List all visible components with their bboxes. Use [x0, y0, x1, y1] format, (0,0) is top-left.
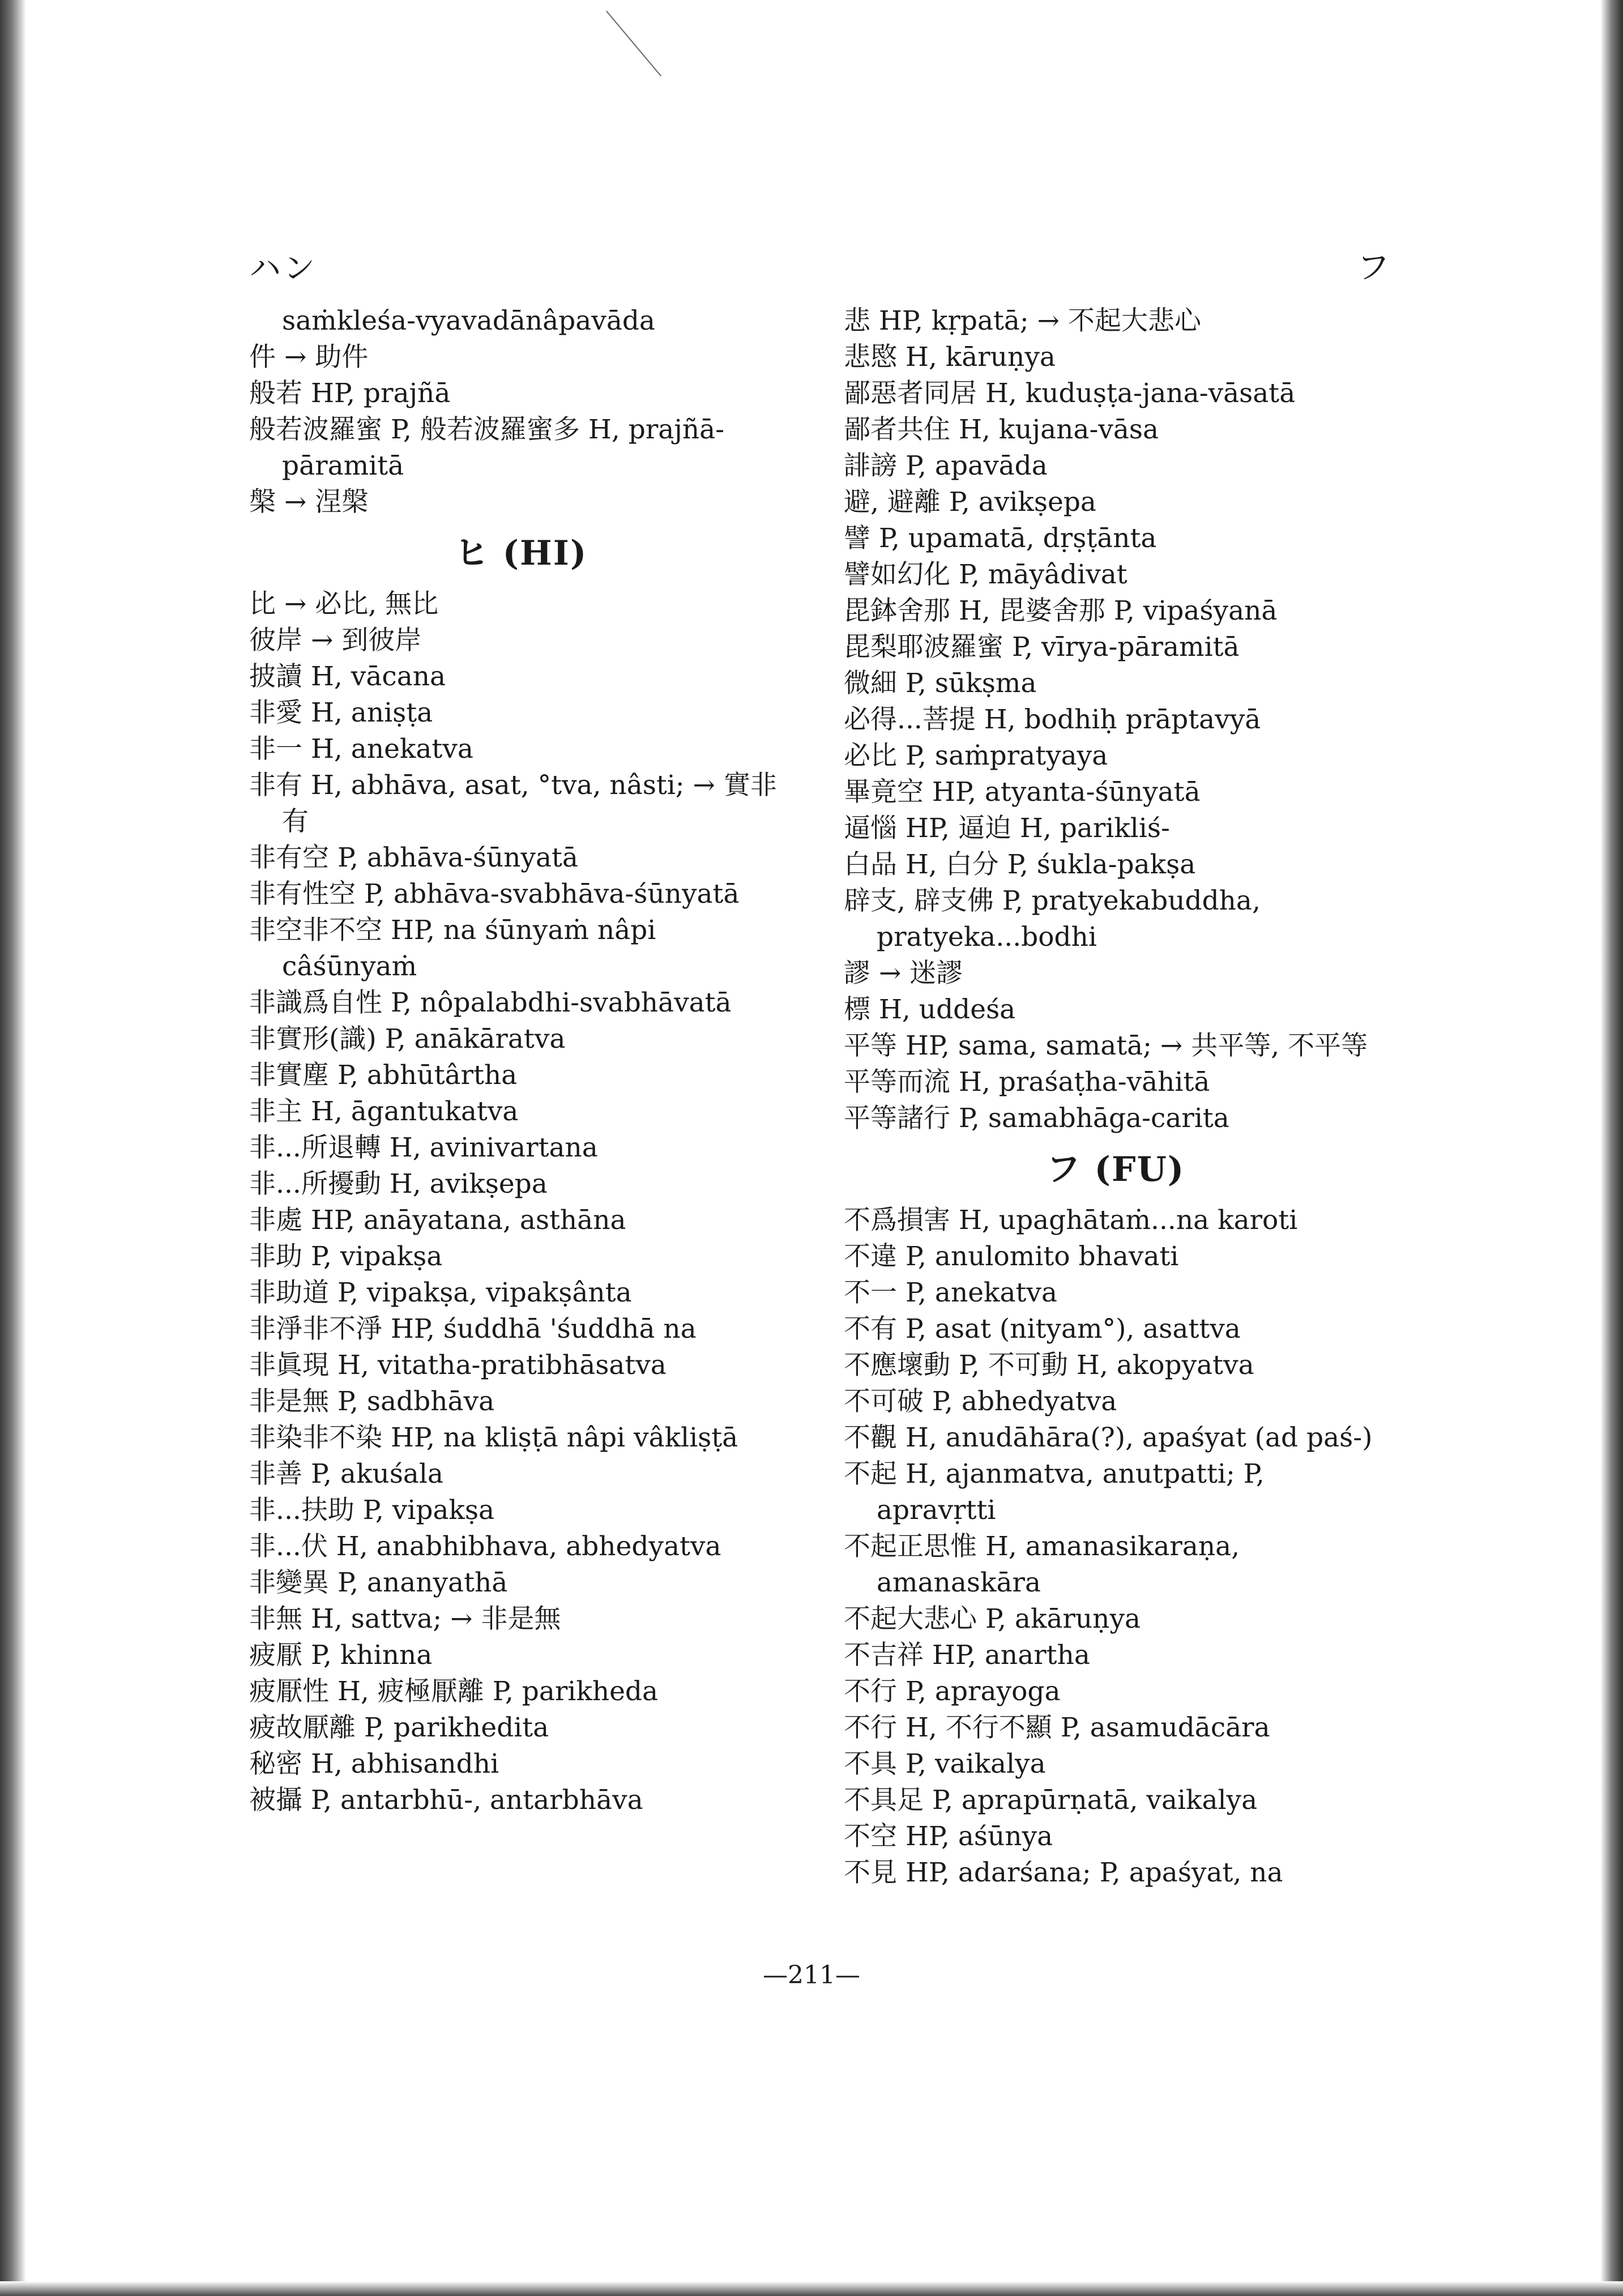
dictionary-entry: 平等 HP, sama, samatā; → 共平等, 不平等: [844, 1030, 1368, 1061]
dictionary-entry: 白品 H, 白分 P, śukla-pakṣa: [844, 849, 1196, 880]
dictionary-entry: 非實形(識) P, anākāratva: [249, 1023, 566, 1055]
dictionary-entry: 非有空 P, abhāva-śūnyatā: [249, 842, 578, 873]
dictionary-entry: 非處 HP, anāyatana, asthāna: [249, 1205, 626, 1236]
dictionary-entry: saṁkleśa-vyavadānâpavāda: [282, 305, 655, 336]
dictionary-entry: 不爲損害 H, upaghātaṁ...na karoti: [844, 1205, 1298, 1236]
dictionary-entry: 悲 HP, kṛpatā; → 不起大悲心: [844, 305, 1201, 336]
dictionary-entry: 非助道 P, vipakṣa, vipakṣânta: [249, 1277, 632, 1308]
dictionary-entry: 槃 → 涅槃: [249, 486, 369, 518]
dictionary-entry: 不行 P, aprayoga: [844, 1676, 1061, 1707]
dictionary-entry: 比 → 必比, 無比: [249, 588, 439, 620]
dictionary-entry: 不違 P, anulomito bhavati: [844, 1241, 1179, 1272]
dictionary-entry: 件 → 助件: [249, 342, 369, 373]
dictionary-entry: 非眞現 H, vitatha-pratibhāsatva: [249, 1350, 667, 1381]
dictionary-entry: 毘鉢舍那 H, 毘婆舍那 P, vipaśyanā: [844, 595, 1278, 626]
dictionary-entry: 逼惱 HP, 逼迫 H, parikliś-: [844, 813, 1170, 844]
dictionary-entry: 不觀 H, anudāhāra(?), apaśyat (ad paś-): [844, 1422, 1373, 1453]
dictionary-entry: 非是無 P, sadbhāva: [249, 1386, 495, 1417]
dictionary-entry: 悲愍 H, kāruṇya: [844, 342, 1056, 373]
dictionary-entry: 平等諸行 P, samabhāga-carita: [844, 1103, 1229, 1134]
dictionary-entry: 標 H, uddeśa: [844, 994, 1016, 1025]
page-number: —211—: [763, 1961, 860, 1990]
dictionary-entry: 疲故厭離 P, parikhedita: [249, 1712, 549, 1743]
dictionary-entry: 不行 H, 不行不顯 P, asamudācāra: [844, 1712, 1270, 1743]
dictionary-entry: 非...伏 H, anabhibhava, abhedyatva: [249, 1531, 721, 1562]
dictionary-entry: 疲厭性 H, 疲極厭離 P, parikheda: [249, 1676, 659, 1707]
dictionary-entry: 不有 P, asat (nityam°), asattva: [844, 1313, 1241, 1345]
dictionary-entry: 不可破 P, abhedyatva: [844, 1386, 1117, 1417]
dictionary-entry: 非識爲自性 P, nôpalabdhi-svabhāvatā: [249, 987, 732, 1018]
dictionary-entry: 般若波羅蜜 P, 般若波羅蜜多 H, prajñā-pāramitā: [249, 414, 725, 481]
dictionary-entry: 毘梨耶波羅蜜 P, vīrya-pāramitā: [844, 631, 1240, 663]
dictionary-entry: 不具 P, vaikalya: [844, 1748, 1046, 1779]
dictionary-entry: 非染非不染 HP, na kliṣṭā nâpi vâkliṣṭā: [249, 1422, 738, 1453]
scan-edge-left: [0, 0, 26, 2296]
left-column: [249, 303, 793, 1819]
dictionary-entry: 必比 P, saṁpratyaya: [844, 740, 1108, 771]
dictionary-entry: 披讀 H, vācana: [249, 661, 446, 692]
section-heading: フ (FU): [1046, 1150, 1185, 1189]
dictionary-entry: 不一 P, anekatva: [844, 1277, 1057, 1308]
dictionary-entry: 必得...菩提 H, bodhiḥ prāptavyā: [844, 704, 1261, 735]
dictionary-entry: 非...所擾動 H, avikṣepa: [249, 1168, 548, 1200]
dictionary-entry: 避, 避離 P, avikṣepa: [844, 486, 1096, 518]
dictionary-entry: 譬如幻化 P, māyâdivat: [844, 559, 1127, 590]
dictionary-entry: 平等而流 H, praśaṭha-vāhitā: [844, 1066, 1210, 1098]
dictionary-entry: 疲厭 P, khinna: [249, 1640, 433, 1671]
dictionary-entry: 不具足 P, aprapūrṇatā, vaikalya: [844, 1785, 1258, 1816]
scan-edge-bottom: [0, 2281, 1623, 2296]
running-header-right: フ: [1357, 248, 1390, 287]
dictionary-entry: 不起正思惟 H, amanasikaraṇa, amanaskāra: [844, 1531, 1240, 1598]
dictionary-entry: 非淨非不淨 HP, śuddhā 'śuddhā na: [249, 1313, 697, 1345]
dictionary-entry: 譬 P, upamatā, dṛṣṭānta: [844, 523, 1157, 554]
right-column: [844, 303, 1387, 1891]
dictionary-entry: 非無 H, sattva; → 非是無: [249, 1603, 561, 1634]
dictionary-entry: 非...扶助 P, vipakṣa: [249, 1495, 495, 1526]
dictionary-entry: 不起 H, ajanmatva, anutpatti; P, apravṛtti: [844, 1458, 1265, 1526]
dictionary-entry: 非有性空 P, abhāva-svabhāva-śūnyatā: [249, 878, 740, 910]
dictionary-entry: 非有 H, abhāva, asat, °tva, nâsti; → 實非有: [249, 770, 777, 837]
dictionary-entry: 非變異 P, ananyathā: [249, 1567, 508, 1598]
section-heading: ヒ (HI): [454, 534, 588, 573]
dictionary-entry: 不起大悲心 P, akāruṇya: [844, 1603, 1141, 1634]
running-header-left: ハン: [249, 250, 317, 287]
dictionary-entry: 不應壞動 P, 不可動 H, akopyatva: [844, 1350, 1254, 1381]
dictionary-entry: 非善 P, akuśala: [249, 1458, 443, 1490]
dictionary-entry: 非實塵 P, abhūtârtha: [249, 1060, 518, 1091]
dictionary-entry: 被攝 P, antarbhū-, antarbhāva: [249, 1785, 643, 1816]
dictionary-entry: 不見 HP, adarśana; P, apaśyat, na: [844, 1857, 1283, 1888]
dictionary-entry: 不空 HP, aśūnya: [844, 1821, 1053, 1852]
dictionary-entry: 鄙惡者同居 H, kuduṣṭa-jana-vāsatā: [844, 378, 1296, 409]
scan-edge-right: [1600, 0, 1623, 2296]
dictionary-entry: 秘密 H, abhisandhi: [249, 1748, 499, 1779]
dictionary-entry: 般若 HP, prajñā: [249, 378, 451, 409]
dictionary-entry: 非一 H, anekatva: [249, 733, 473, 765]
dictionary-entry: 鄙者共住 H, kujana-vāsa: [844, 414, 1159, 445]
dictionary-entry: 非...所退轉 H, avinivartana: [249, 1132, 598, 1163]
dictionary-entry: 非助 P, vipakṣa: [249, 1241, 443, 1272]
dictionary-entry: 謬 → 迷謬: [844, 958, 963, 989]
dictionary-entry: 不吉祥 HP, anartha: [844, 1640, 1090, 1671]
dictionary-entry: 誹謗 P, apavāda: [844, 450, 1048, 481]
dictionary-entry: 彼岸 → 到彼岸: [249, 625, 422, 656]
dictionary-entry: 非空非不空 HP, na śūnyaṁ nâpi câśūnyaṁ: [249, 915, 656, 982]
dictionary-entry: 畢竟空 HP, atyanta-śūnyatā: [844, 776, 1201, 808]
scan-mark: [606, 11, 661, 76]
dictionary-entry: 辟支, 辟支佛 P, pratyekabuddha, pratyeka...bodhi: [844, 885, 1261, 953]
dictionary-entry: 非愛 H, aniṣṭa: [249, 697, 433, 728]
dictionary-entry: 微細 P, sūkṣma: [844, 668, 1037, 699]
dictionary-entry: 非主 H, āgantukatva: [249, 1096, 519, 1127]
